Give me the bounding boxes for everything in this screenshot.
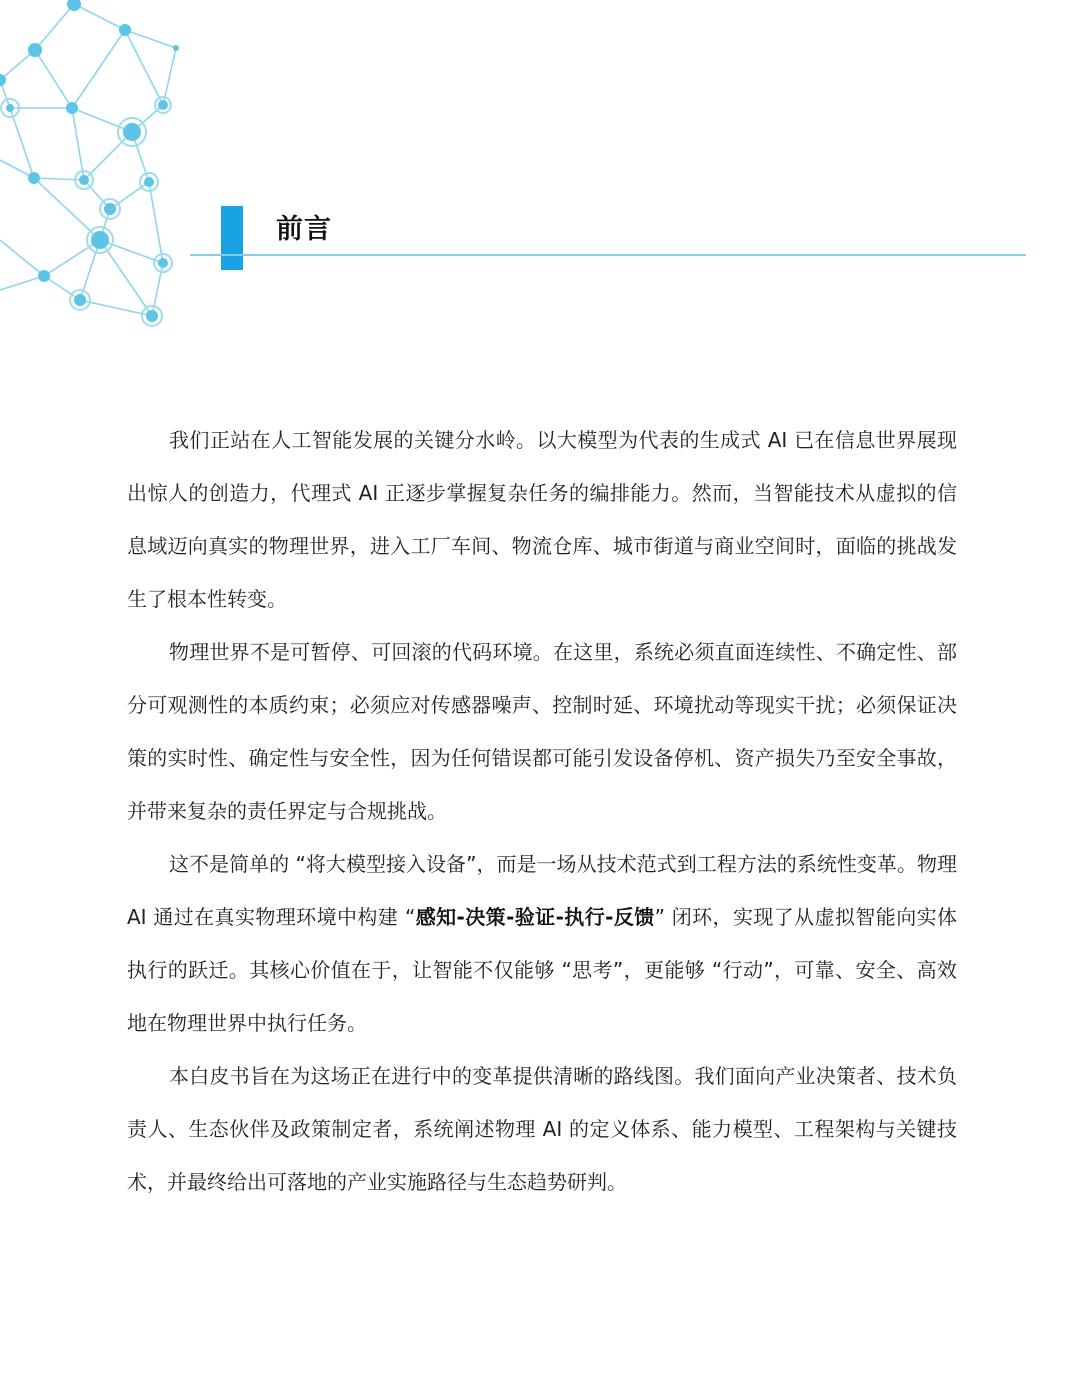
network-decoration-graphic — [0, 0, 200, 340]
paragraph-4: 本白皮书旨在为这场正在进行中的变革提供清晰的路线图。我们面向产业决策者、技术负责人、生态伙伴及政策制定者，系统阐述物理 AI 的定义体系、能力模型、工程架构与关键技术，并最终给出可落地的产业实施路径与生态趋势研判。 — [127, 1064, 957, 1194]
paragraph-3-bold-phrase: 感知-决策-验证-执行-反馈 — [415, 905, 655, 929]
paragraph-1: 我们正站在人工智能发展的关键分水岭。以大模型为代表的生成式 AI 已在信息世界展现出惊人的创造力，代理式 AI 正逐步掌握复杂任务的编排能力。然而，当智能技术从虚拟的信息域迈向真实的物理世界，进入工厂车间、物流仓库、城市街道与商业空间时，面临的挑战发生了根本性转变。 — [127, 428, 957, 611]
heading-accent-bar — [221, 206, 243, 270]
heading-divider — [190, 254, 1026, 256]
section-title: 前言 — [276, 214, 332, 245]
paragraph-3 — [127, 838, 957, 1050]
paragraph-3-text-before: 这不是简单的 “将大模型接入设备”，而是一场从技术范式到工程方法的系统性变革。物理 AI 通过在真实物理环境中构建 “ — [127, 852, 957, 929]
paragraph-3-text-after: ” 闭环，实现了从虚拟智能向实体执行的跃迁。其核心价值在于，让智能不仅能够 “思考”，更能够 “行动”，可靠、安全、高效地在物理世界中执行任务。 — [127, 905, 958, 1035]
body-text — [127, 414, 957, 1209]
paragraph-2: 物理世界不是可暂停、可回滚的代码环境。在这里，系统必须直面连续性、不确定性、部分可观测性的本质约束；必须应对传感器噪声、控制时延、环境扰动等现实干扰；必须保证决策的实时性、确定性与安全性，因为任何错误都可能引发设备停机、资产损失乃至安全事故，并带来复杂的责任界定与合规挑战。 — [127, 640, 957, 823]
